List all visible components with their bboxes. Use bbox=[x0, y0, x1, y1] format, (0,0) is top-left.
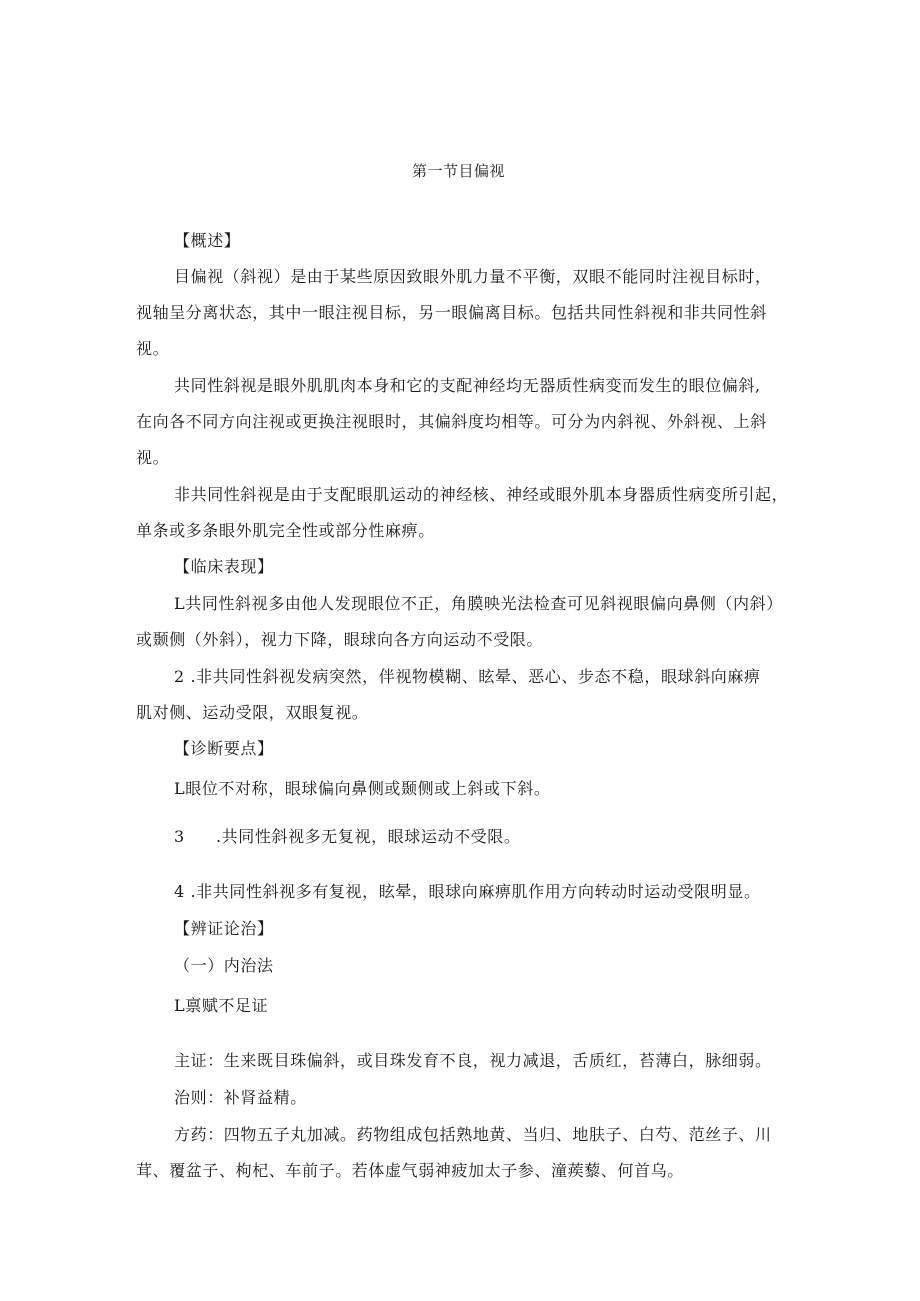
diagnosis-item-1: L眼位不对称，眼球偏向鼻侧或颞侧或上斜或下斜。 bbox=[174, 779, 551, 798]
overview-paragraph-3-line-2: 单条或多条眼外肌完全性或部分性麻痹。 bbox=[136, 521, 435, 540]
clinical-item-1-line-1: L共同性斜视多由他人发现眼位不正，角膜映光法检查可见斜视眼偏向鼻侧（内斜） bbox=[174, 594, 783, 613]
overview-paragraph-1-line-3: 视。 bbox=[136, 339, 170, 358]
section-heading-clinical: 【临床表现】 bbox=[174, 557, 274, 576]
diagnosis-item-3: 4 .非共同性斜视多有复视，眩晕，眼球向麻痹肌作用方向转动时运动受限明显。 bbox=[174, 882, 761, 901]
page-title: 第一节目偏视 bbox=[412, 162, 506, 180]
clinical-item-2-line-1: 2 .非共同性斜视发病突然，伴视物模糊、眩晕、恶心、步态不稳，眼球斜向麻痹 bbox=[174, 667, 761, 686]
diagnosis-item-2-number: 3 bbox=[174, 827, 185, 846]
clinical-item-1-line-2: 或颞侧（外斜），视力下降，眼球向各方向运动不受限。 bbox=[136, 630, 544, 649]
treatment-principle: 治则：补肾益精。 bbox=[174, 1088, 307, 1107]
treatment-subheading: （一）内治法 bbox=[174, 956, 274, 975]
section-heading-treatment: 【辨证论治】 bbox=[174, 919, 274, 938]
section-heading-overview: 【概述】 bbox=[174, 231, 241, 250]
treatment-formula-line-2: 茸、覆盆子、枸杞、车前子。若体虚气弱神疲加太子参、潼蒺藜、何首乌。 bbox=[136, 1161, 684, 1180]
overview-paragraph-3-line-1: 非共同性斜视是由于支配眼肌运动的神经核、神经或眼外肌本身器质性病变所引起， bbox=[174, 485, 789, 504]
overview-paragraph-1-line-2: 视轴呈分离状态，其中一眼注视目标，另一眼偏离目标。包括共同性斜视和非共同性斜 bbox=[136, 303, 767, 322]
clinical-item-2-line-2: 肌对侧、运动受限，双眼复视。 bbox=[136, 703, 369, 722]
treatment-symptoms: 主证：生来既目珠偏斜，或目珠发育不良，视力减退，舌质红，苔薄白，脉细弱。 bbox=[174, 1051, 772, 1070]
overview-paragraph-1-line-1: 目偏视（斜视）是由于某些原因致眼外肌力量不平衡，双眼不能同时注视目标时， bbox=[174, 267, 772, 286]
overview-paragraph-2-line-1: 共同性斜视是眼外肌肌肉本身和它的支配神经均无器质性病变而发生的眼位偏斜, bbox=[174, 376, 761, 395]
overview-paragraph-2-line-2: 在向各不同方向注视或更换注视眼时，其偏斜度均相等。可分为内斜视、外斜视、上斜 bbox=[136, 412, 767, 431]
treatment-formula-line-1: 方药：四物五子丸加减。药物组成包括熟地黄、当归、地肤子、白芍、范丝子、川 bbox=[174, 1125, 772, 1144]
overview-paragraph-2-line-3: 视。 bbox=[136, 448, 170, 467]
diagnosis-item-2-text: .共同性斜视多无复视，眼球运动不受限。 bbox=[216, 827, 521, 846]
treatment-pattern: L禀赋不足证 bbox=[174, 996, 269, 1015]
section-heading-diagnosis: 【诊断要点】 bbox=[174, 739, 274, 758]
